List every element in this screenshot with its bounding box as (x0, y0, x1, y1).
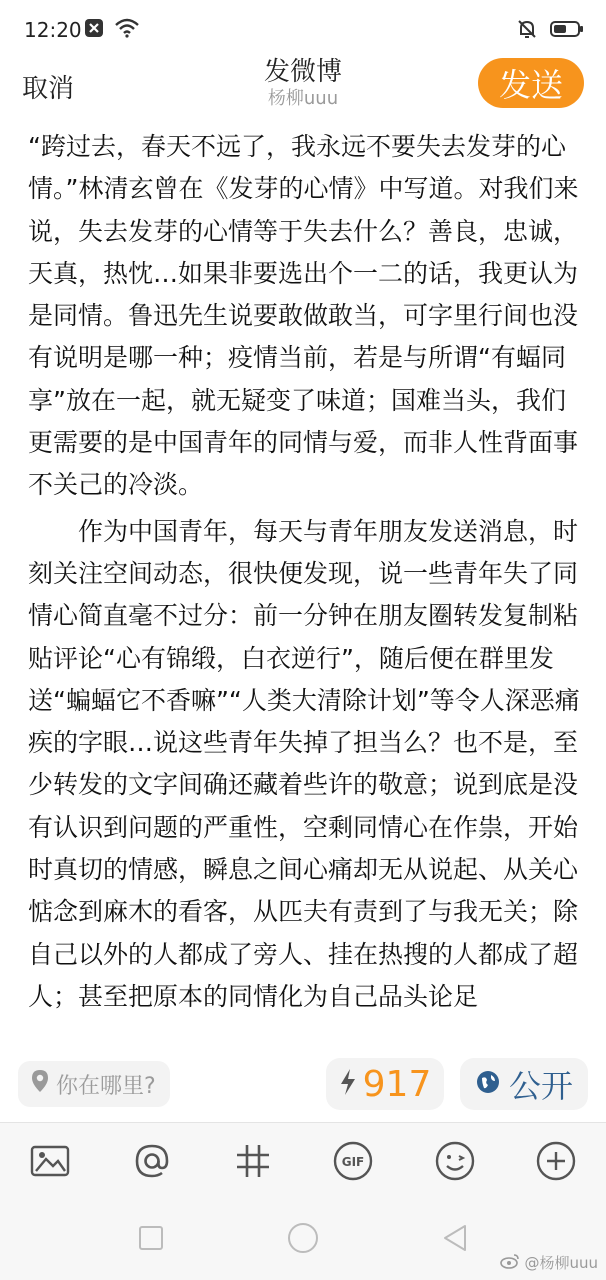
mention-icon[interactable] (130, 1139, 174, 1183)
mute-bell-icon (516, 18, 538, 44)
add-icon[interactable] (534, 1139, 578, 1183)
image-icon[interactable] (28, 1139, 72, 1183)
visibility-button[interactable] (460, 1058, 588, 1110)
notification-x-icon (84, 18, 104, 42)
post-paragraph: 作为中国青年，每天与青年朋友发送消息，时刻关注空间动态，很快便发现，说一些青年失了同情心简直毫不过分：前一分钟在朋友圈转发复制粘贴评论“心有锦缎，白衣逆行”，随后便在群里发送“蝙蝠它不香嘛”“人类大清除计划”等令人深恶痛疾的字眼…说这些青年失掉了担当么？也不是，至少转发的文字间确还藏着些许的敬意；说到底是没有认识到问题的严重性，空剩同情心在作祟，开始时真切的情感，瞬息之间心痛却无从说起、从关心惦念到麻木的看客，从匹夫有责到了与我无关；除自己以外的人都成了旁人、挂在热搜的人都成了超人；甚至把原本的同情化为自己品头论足 (28, 516, 580, 1011)
post-paragraph: “跨过去，春天不远了，我永远不要失去发芽的心情。”林清玄曾在《发芽的心情》中写道。对我们来说，失去发芽的心情等于失去什么？善良，忠诚，天真，热忱…如果非要选出个一二的话，我更认为是同情。鲁迅先生说要敢做敢当，可字里行间也没有说明是哪一种；疫情当前，若是与所谓“有蝠同享”放在一起，就无疑变了味道；国难当头，我们更需要的是中国青年的同情与爱，而非人性背面事不关己的冷淡。 (28, 132, 579, 500)
watermark (500, 1252, 598, 1273)
globe-icon (475, 1065, 501, 1103)
word-count-badge[interactable] (326, 1058, 444, 1110)
location-pin-icon (30, 1069, 50, 1099)
send-button[interactable]: 发送 (478, 58, 584, 108)
weibo-logo-icon (500, 1253, 520, 1273)
system-nav-bar (0, 1196, 606, 1280)
hashtag-icon[interactable] (231, 1139, 275, 1183)
battery-icon (550, 19, 584, 43)
post-text-area[interactable] (28, 126, 580, 1042)
watermark-text: @杨柳uuu (524, 1254, 598, 1272)
emoji-icon[interactable] (433, 1139, 477, 1183)
visibility-label: 公开 (508, 1067, 573, 1105)
back-icon[interactable] (437, 1220, 473, 1256)
lightning-icon (339, 1064, 357, 1105)
location-placeholder: 你在哪里? (56, 1073, 156, 1099)
compose-options-row (0, 1058, 606, 1114)
location-button[interactable] (18, 1061, 170, 1107)
wifi-icon (114, 18, 140, 42)
status-bar (0, 0, 606, 60)
svg-text:GIF: GIF (341, 1155, 365, 1169)
home-icon[interactable] (285, 1220, 321, 1256)
recent-apps-icon[interactable] (133, 1220, 169, 1256)
gif-icon[interactable] (331, 1139, 375, 1183)
account-name: 杨柳uuu (267, 88, 339, 109)
page-title: 发微博 (263, 57, 342, 87)
status-time: 12:20 (24, 18, 82, 42)
compose-header (0, 56, 606, 122)
word-count: 917 (362, 1063, 432, 1105)
compose-action-bar (0, 1122, 606, 1197)
cancel-button[interactable]: 取消 (22, 74, 75, 104)
